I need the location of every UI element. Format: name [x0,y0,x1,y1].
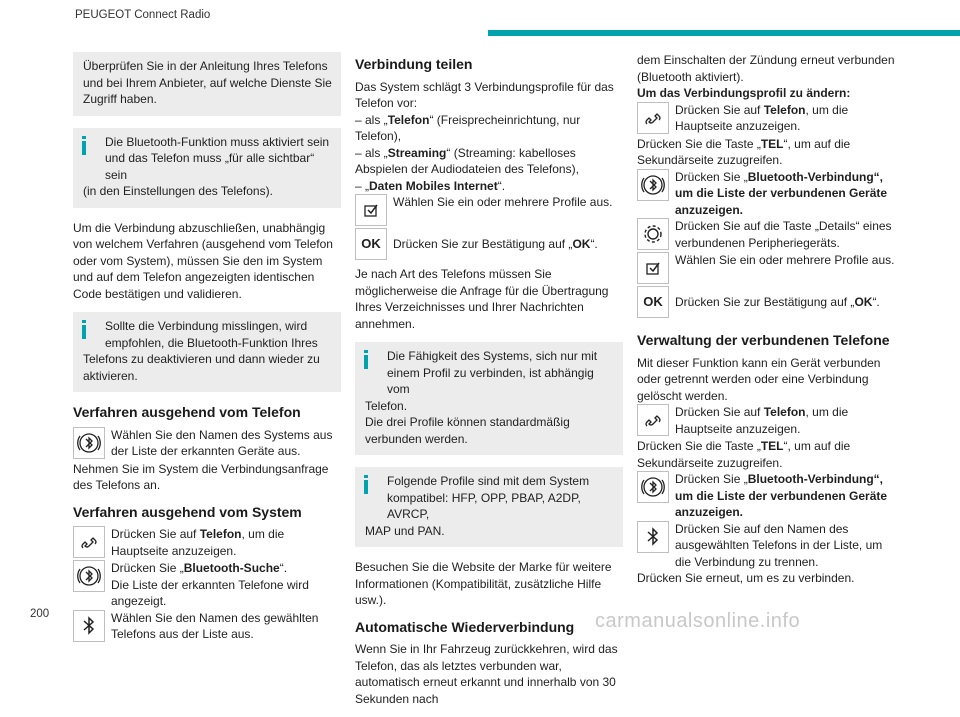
watermark: carmanualsonline.info [595,610,801,632]
bluetooth-search-icon [73,427,105,459]
section-heading: Verfahren ausgehend vom System [73,503,302,520]
step: Drücken Sie auf den Namen des ausgewählten Telefons in der Liste, um die Verbindung zu trennen. Drücken Sie erneut, um es zu verbinden. [637,521,883,585]
step: Wählen Sie den Namen des Systems aus der Liste der erkannten Geräte aus. [73,427,341,460]
bluetooth-search-icon [637,169,669,201]
step: Drücken Sie auf Telefon, um die Hauptseite anzuzeigen. [637,102,899,135]
step: Drücken Sie „Bluetooth-Suche“. Die Liste der erkannten Telefone wird angezeigt. [73,560,341,610]
column-1: Überprüfen Sie in der Anleitung Ihres Telefons und bei Ihrem Anbieter, auf welche Dienste Sie Zugriff haben. Die Bluetooth-Funktion muss aktiviert sein und das Telefon muss „für alle sichtbar“ sein (in den Einstellungen des Telefons). Um die Verbindung abzuschließen, unabhängig von welchem Verfahren (ausgehend vom Telefon oder vom System), müssen Sie den im System und auf dem Telefon angezeigten identischen Code bestätigen und validieren. Sollte die Verbindung misslingen, wird empfohlen, die Bluetooth-Funktion Ihres Telefons zu deaktivieren und dann wieder zu aktivieren. Verfahren ausgehend vom Telefon Wählen Sie den Namen des Systems aus der Liste der erkannten Geräte aus. Nehmen Sie im System die Verbindungsanfrage des Telefons an. Verfahren ausgehend vom System Drücken Sie auf Telefon, um die Hauptseite anzuzeigen. Drücken Sie „Bluetooth-Suche“. Die Liste der erkannten Telefone wird angezeigt. Wählen Sie den Namen des gewählten Telefons aus der Liste aus. [73,52,341,644]
list-item: – als „Telefon“ (Freisprecheinrichtung, nur Telefon), [355,112,581,143]
info-box: Folgende Profile sind mit dem System kompatibel: HFP, OPP, PBAP, A2DP, AVRCP, MAP und PAN. [355,467,623,547]
info-icon [364,475,368,494]
step: OK Drücken Sie zur Bestätigung auf „OK“. [637,286,899,318]
ok-icon: OK [637,286,669,318]
bluetooth-icon [73,610,105,642]
step: Drücken Sie auf Telefon, um die Hauptseite anzuzeigen. [637,404,899,437]
step: Drücken Sie „Bluetooth-Verbindung“, um die Liste der verbundenen Geräte anzuzeigen. [637,169,899,219]
section-heading: Automatische Wiederverbindung [355,618,575,635]
ok-icon: OK [355,228,387,260]
step: Drücken Sie auf die Taste „Details“ eines verbundenen Peripheriegeräts. [637,218,899,251]
step: Drücken Sie „Bluetooth-Verbindung“, um die Liste der verbundenen Geräte anzuzeigen. [637,471,899,521]
section-heading: Verbindung teilen [355,56,473,72]
info-icon [82,320,86,339]
paragraph: Um die Verbindung abzuschließen, unabhängig von welchem Verfahren (ausgehend vom Telefon oder vom System), müssen Sie den im System und auf dem Telefon angezeigten identischen Code bestätigen und validieren. [73,220,333,301]
note-box: Überprüfen Sie in der Anleitung Ihres Telefons und bei Ihrem Anbieter, auf welche Dienste Sie Zugriff haben. [73,52,341,116]
info-icon [82,136,86,155]
bluetooth-search-icon [637,471,669,503]
step: Wählen Sie ein oder mehrere Profile aus. [355,194,623,226]
list-item: – als „Streaming“ (Streaming: kabelloses Abspielen der Audiodateien des Telefons), [355,145,579,176]
bluetooth-icon [637,521,669,553]
info-box: Die Bluetooth-Funktion muss aktiviert sein und das Telefon muss „für alle sichtbar“ sein (in den Einstellungen des Telefons). [73,128,341,208]
phone-handset-icon [73,526,105,558]
page-number: 200 [30,608,50,620]
info-box: Die Fähigkeit des Systems, sich nur mit einem Profil zu verbinden, ist abhängig vom Telefon. Die drei Profile können standardmäßig verbunden werden. [355,342,623,455]
bluetooth-search-icon [73,560,105,592]
step: OK Drücken Sie zur Bestätigung auf „OK“. [355,228,623,260]
info-box: Sollte die Verbindung misslingen, wird empfohlen, die Bluetooth-Funktion Ihres Telefons zu deaktivieren und dann wieder zu aktivieren. [73,312,341,392]
running-header: PEUGEOT Connect Radio [75,9,211,21]
checkbox-icon [637,252,669,284]
step: Drücken Sie auf Telefon, um die Hauptseite anzuzeigen. [73,526,341,559]
list-item: – „Daten Mobiles Internet“. [355,178,506,193]
column-3: dem Einschalten der Zündung erneut verbunden (Bluetooth aktiviert). Um das Verbindungsprofil zu ändern: Drücken Sie auf Telefon, um die Hauptseite anzuzeigen. Drücken Sie die Taste „TEL“, um auf die Sekundärseite zuzugreifen. Drücken Sie „Bluetooth-Verbindung“, um die Liste der verbundenen Geräte anzuzeigen. Drücken Sie auf die Taste „Details“ eines verbundenen Peripheriegeräts. Wählen Sie ein oder mehrere Profile aus. OK Drücken Sie zur Bestätigung auf „OK“. Verwaltung der verbundenen Telefone Mit dieser Funktion kann ein Gerät verbunden oder getrennt werden oder eine Verbindung gelöscht werden. Drücken Sie auf Telefon, um die Hauptseite anzuzeigen. Drücken Sie die Taste „TEL“, um auf die Sekundärseite zuzugreifen. Drücken Sie „Bluetooth-Verbindung“, um die Liste der verbundenen Geräte anzuzeigen. Drücken Sie auf den Namen des ausgewählten Telefons in der Liste, um die Verbindung zu trennen. Drücken Sie erneut, um es zu verbinden. [637,52,899,587]
section-heading: Verfahren ausgehend vom Telefon [73,404,301,420]
section-heading: Verwaltung der verbundenen Telefone [637,332,890,348]
settings-gear-icon [637,218,669,250]
checkbox-icon [355,194,387,226]
phone-handset-icon [637,404,669,436]
step: Wählen Sie den Namen des gewählten Telefons aus der Liste aus. [73,610,341,643]
column-2: Verbindung teilen Das System schlägt 3 Verbindungsprofile für das Telefon vor: – als „Telefon“ (Freisprecheinrichtung, nur Telefon), – als „Streaming“ (Streaming: kabelloses Abspielen der Audiodateien des Telefons), – „Daten Mobiles Internet“. Wählen Sie ein oder mehrere Profile aus. OK Drücken Sie zur Bestätigung auf „OK“. Je nach Art des Telefons müssen Sie möglicherweise die Anfrage für die Übertragung Ihres Verzeichnisses und Ihrer Nachrichten annehmen. Die Fähigkeit des Systems, sich nur mit einem Profil zu verbinden, ist abhängig vom Telefon. Die drei Profile können standardmäßig verbunden werden. Folgende Profile sind mit dem System kompatibel: HFP, OPP, PBAP, A2DP, AVRCP, MAP und PAN. Besuchen Sie die Website der Marke für weitere Informationen (Kompatibilität, zusätzliche Hilfe usw.). Automatische Wiederverbindung Wenn Sie in Ihr Fahrzeug zurückkehren, wird das Telefon, das als letztes verbunden war, automatisch erneut erkannt und innerhalb von 30 Sekunden nach [355,52,623,717]
phone-handset-icon [637,102,669,134]
header-accent-bar [488,30,960,36]
step: Wählen Sie ein oder mehrere Profile aus. [637,252,899,284]
info-icon [364,350,368,369]
